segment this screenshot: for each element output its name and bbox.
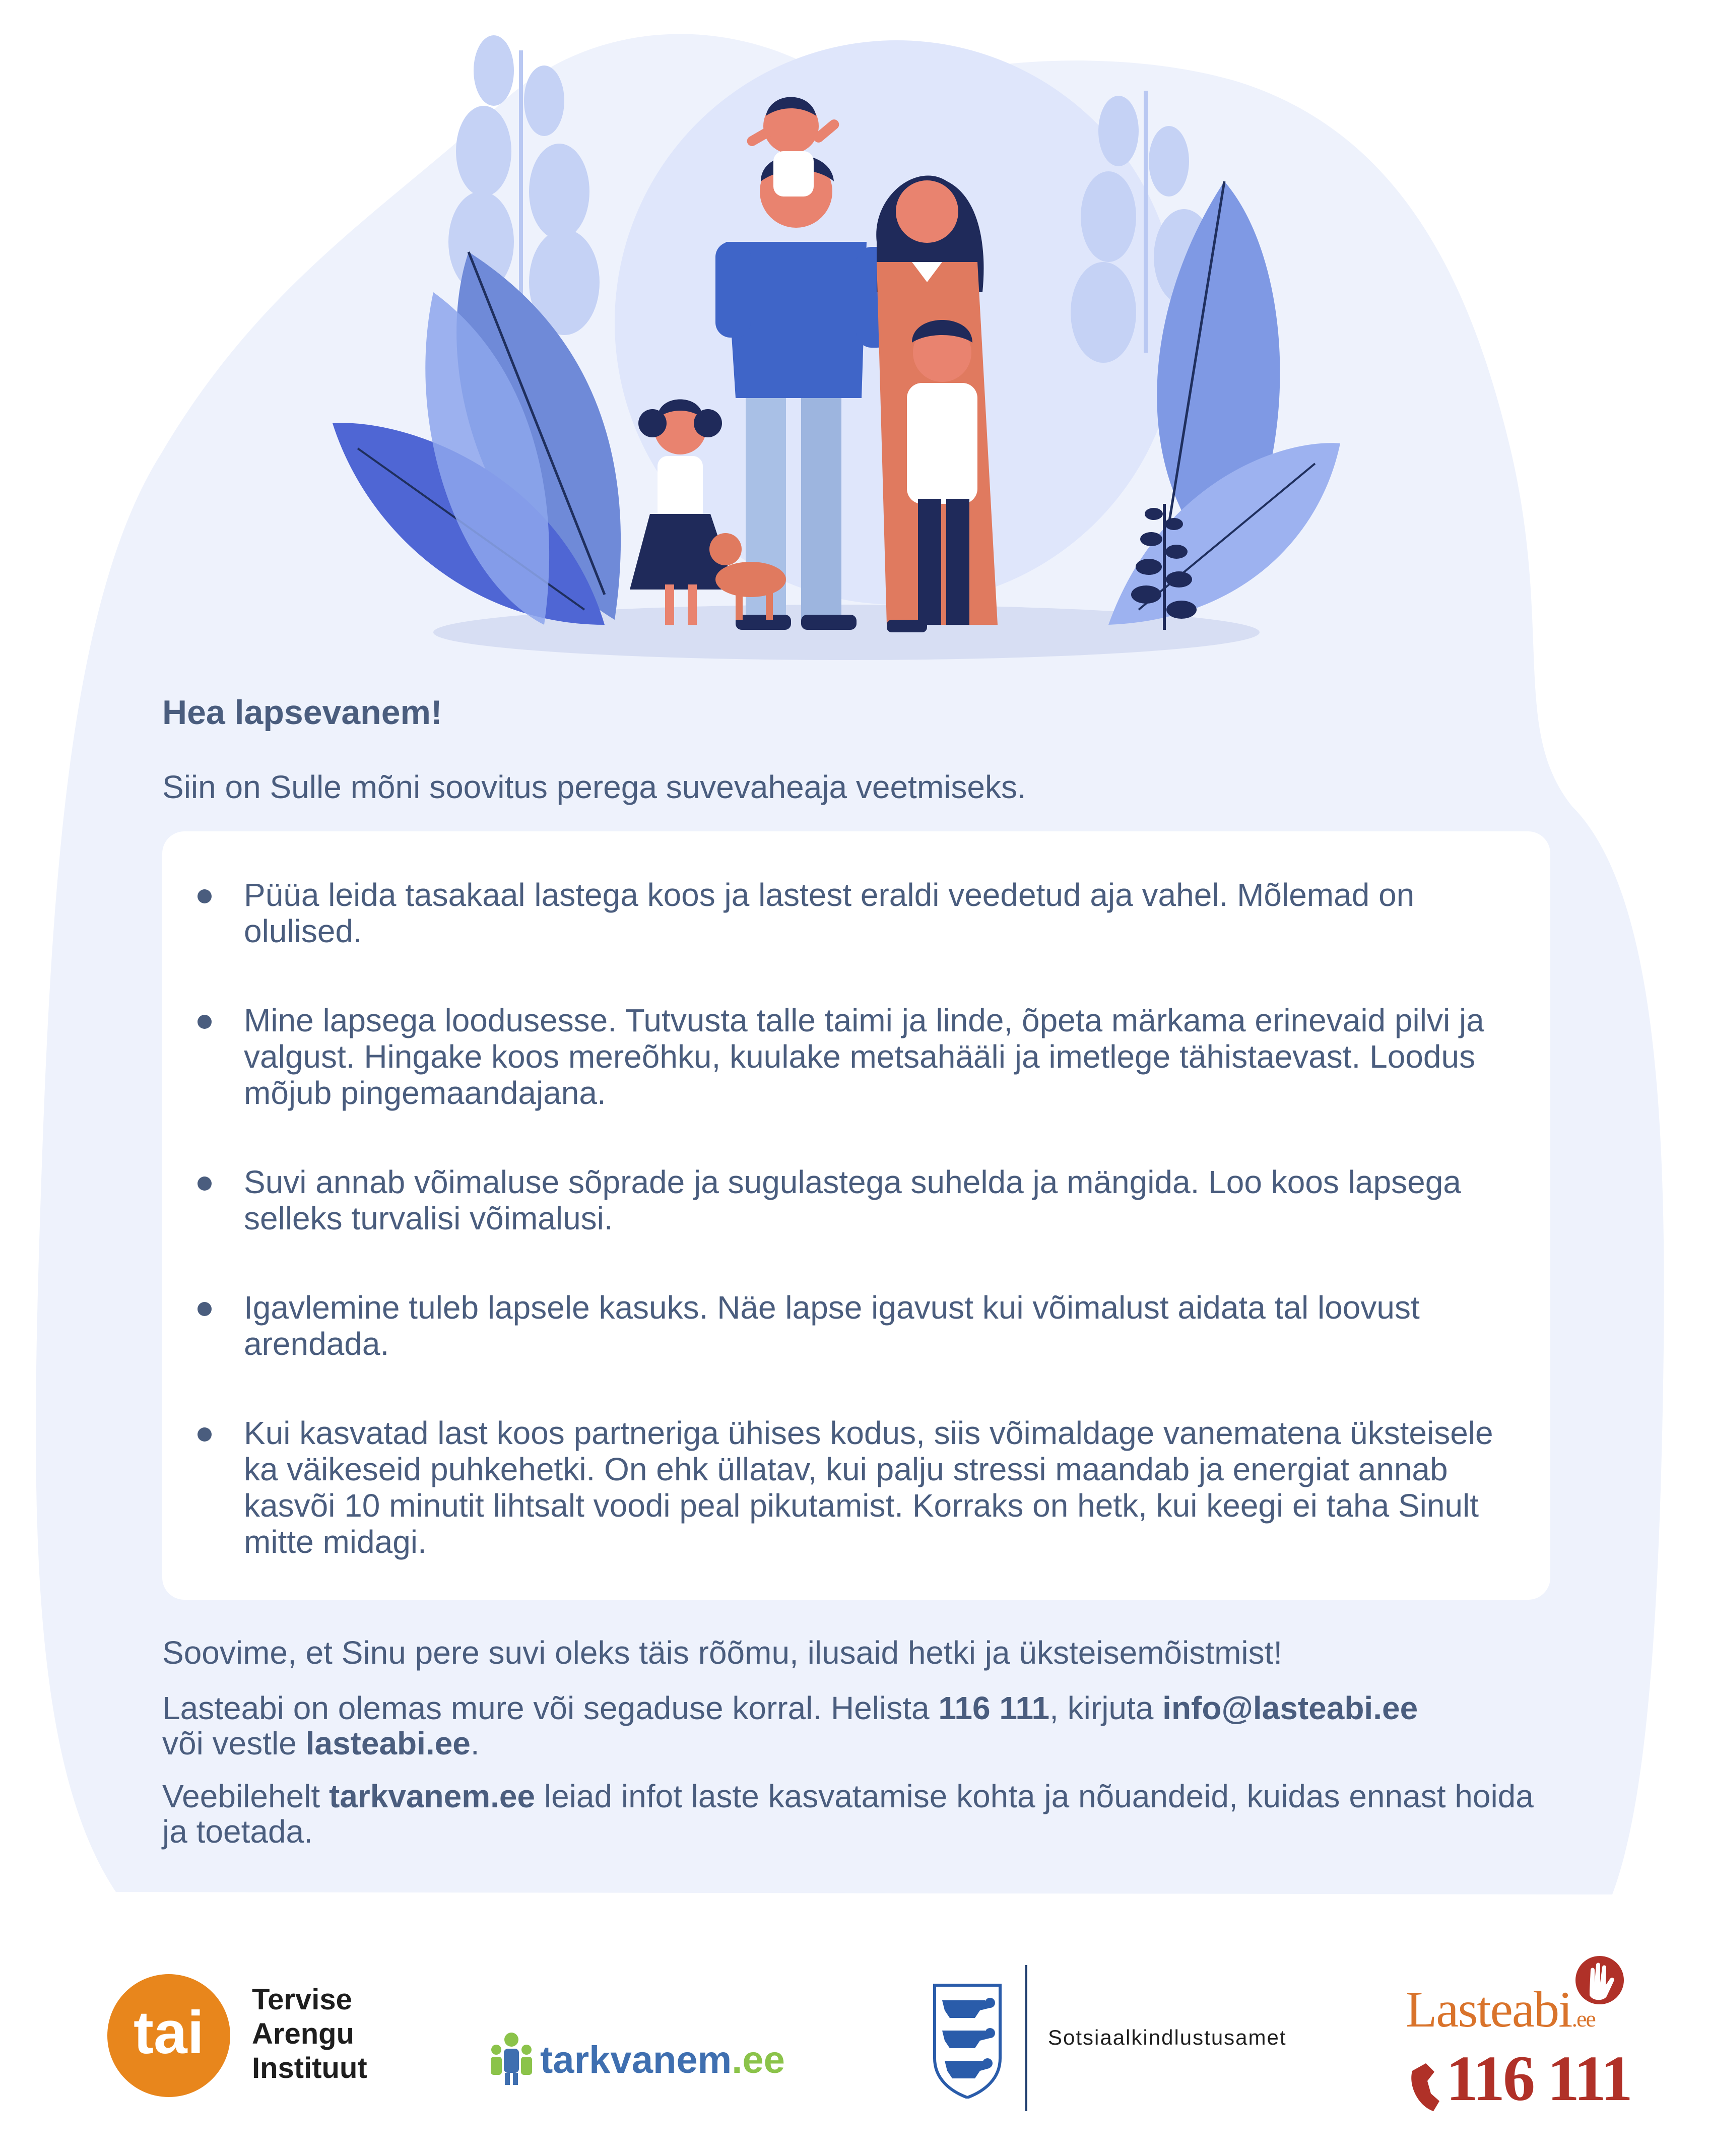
help-text-1: Lasteabi on olemas mure või segaduse korral. Helista [162,1690,939,1726]
info-text-2: leiad infot laste kasvatamise kohta ja nõuandeid, kuidas ennast hoida ja toetada. [162,1778,1534,1850]
lasteabi-name: Lasteabi [1406,1981,1572,2038]
tai-line-2: Arengu [252,2017,354,2050]
tarkvanem-name: tarkvanem [540,2039,732,2081]
lasteabi-logo-text [1406,1980,1595,2039]
bullet-icon [198,1177,212,1191]
intro-text: Siin on Sulle mõni soovitus perega suvevaheaja veetmiseks. [162,769,1026,805]
ska-logo-text: Sotsiaalkindlustusamet [1048,2026,1287,2049]
tip-item [198,1289,1505,1362]
tip-item [198,1164,1505,1236]
tip-item [198,1002,1505,1111]
bullet-icon [198,889,212,903]
closing-wish: Soovime, et Sinu pere suvi oleks täis rõõmu, ilusaid hetki ja üksteisemõistmist! [162,1635,1283,1671]
bullet-icon [198,1015,212,1029]
help-paragraph [162,1690,1563,1761]
tip-text: Püüa leida tasakaal lastega koos ja lastest eraldi veedetud aja vahel. Mõlemad on olulised. [244,877,1415,949]
coat-of-arms-icon [930,1983,1005,2099]
email-link[interactable]: info@lasteabi.ee [1162,1690,1418,1726]
phone-link[interactable]: 116 111 [938,1690,1050,1726]
family-illustration [282,30,1406,675]
lasteabi-phone: 116 111 [1446,2043,1631,2114]
tai-line-3: Instituut [252,2052,367,2084]
tip-item [198,877,1505,949]
tips-list [198,877,1505,1560]
tip-text: Kui kasvatad last koos partneriga ühises kodus, siis võimaldage vanematena üksteisele ka väikeseid puhkehetki. On ehk üllatav, kui palju stressi maandab ja energiat annab kasvõi 10 minutit lihtsalt voodi peal pikutamist. Korraks on hetk, kui keegi ei taha Sinult mitte midagi. [244,1415,1493,1560]
tai-name [252,1983,367,2085]
help-text-3: või vestle [162,1725,306,1761]
tarkvanem-family-icon [489,2031,534,2086]
greeting-heading: Hea lapsevanem! [162,693,442,732]
tip-text: Suvi annab võimaluse sõprade ja sugulastega suhelda ja mängida. Loo koos lapsega selleks turvalisi võimalusi. [244,1164,1461,1236]
tarkvanem-link[interactable]: tarkvanem.ee [328,1778,536,1814]
tips-card [162,831,1550,1600]
info-paragraph [162,1779,1563,1849]
tarkvanem-logo-text [540,2038,785,2082]
tai-line-1: Tervise [252,1983,352,2016]
bullet-icon [198,1427,212,1442]
tai-logo-icon [106,1973,232,2099]
lasteabi-link[interactable]: lasteabi.ee [305,1725,471,1761]
tarkvanem-suffix: .ee [732,2039,785,2081]
lasteabi-suffix: .ee [1571,2006,1595,2032]
bullet-icon [198,1302,212,1316]
info-text-1: Veebilehelt [162,1778,329,1814]
tip-item [198,1415,1505,1560]
logo-divider [1025,1965,1027,2111]
help-text-4: . [470,1725,480,1761]
help-text-2: , kirjuta [1049,1690,1163,1726]
tip-text: Mine lapsega loodusesse. Tutvusta talle taimi ja linde, õpeta märkama erinevaid pilvi ja valgust. Hingake koos mereõhku, kuulake metsahääli ja imetlege tähistaevast. Loodus mõjub pingemaandajana. [244,1002,1484,1111]
tip-text: Igavlemine tuleb lapsele kasuks. Näe lapse igavust kui võimalust aidata tal loovust arendada. [244,1289,1420,1362]
tai-logo-mark: tai [133,1999,205,2066]
